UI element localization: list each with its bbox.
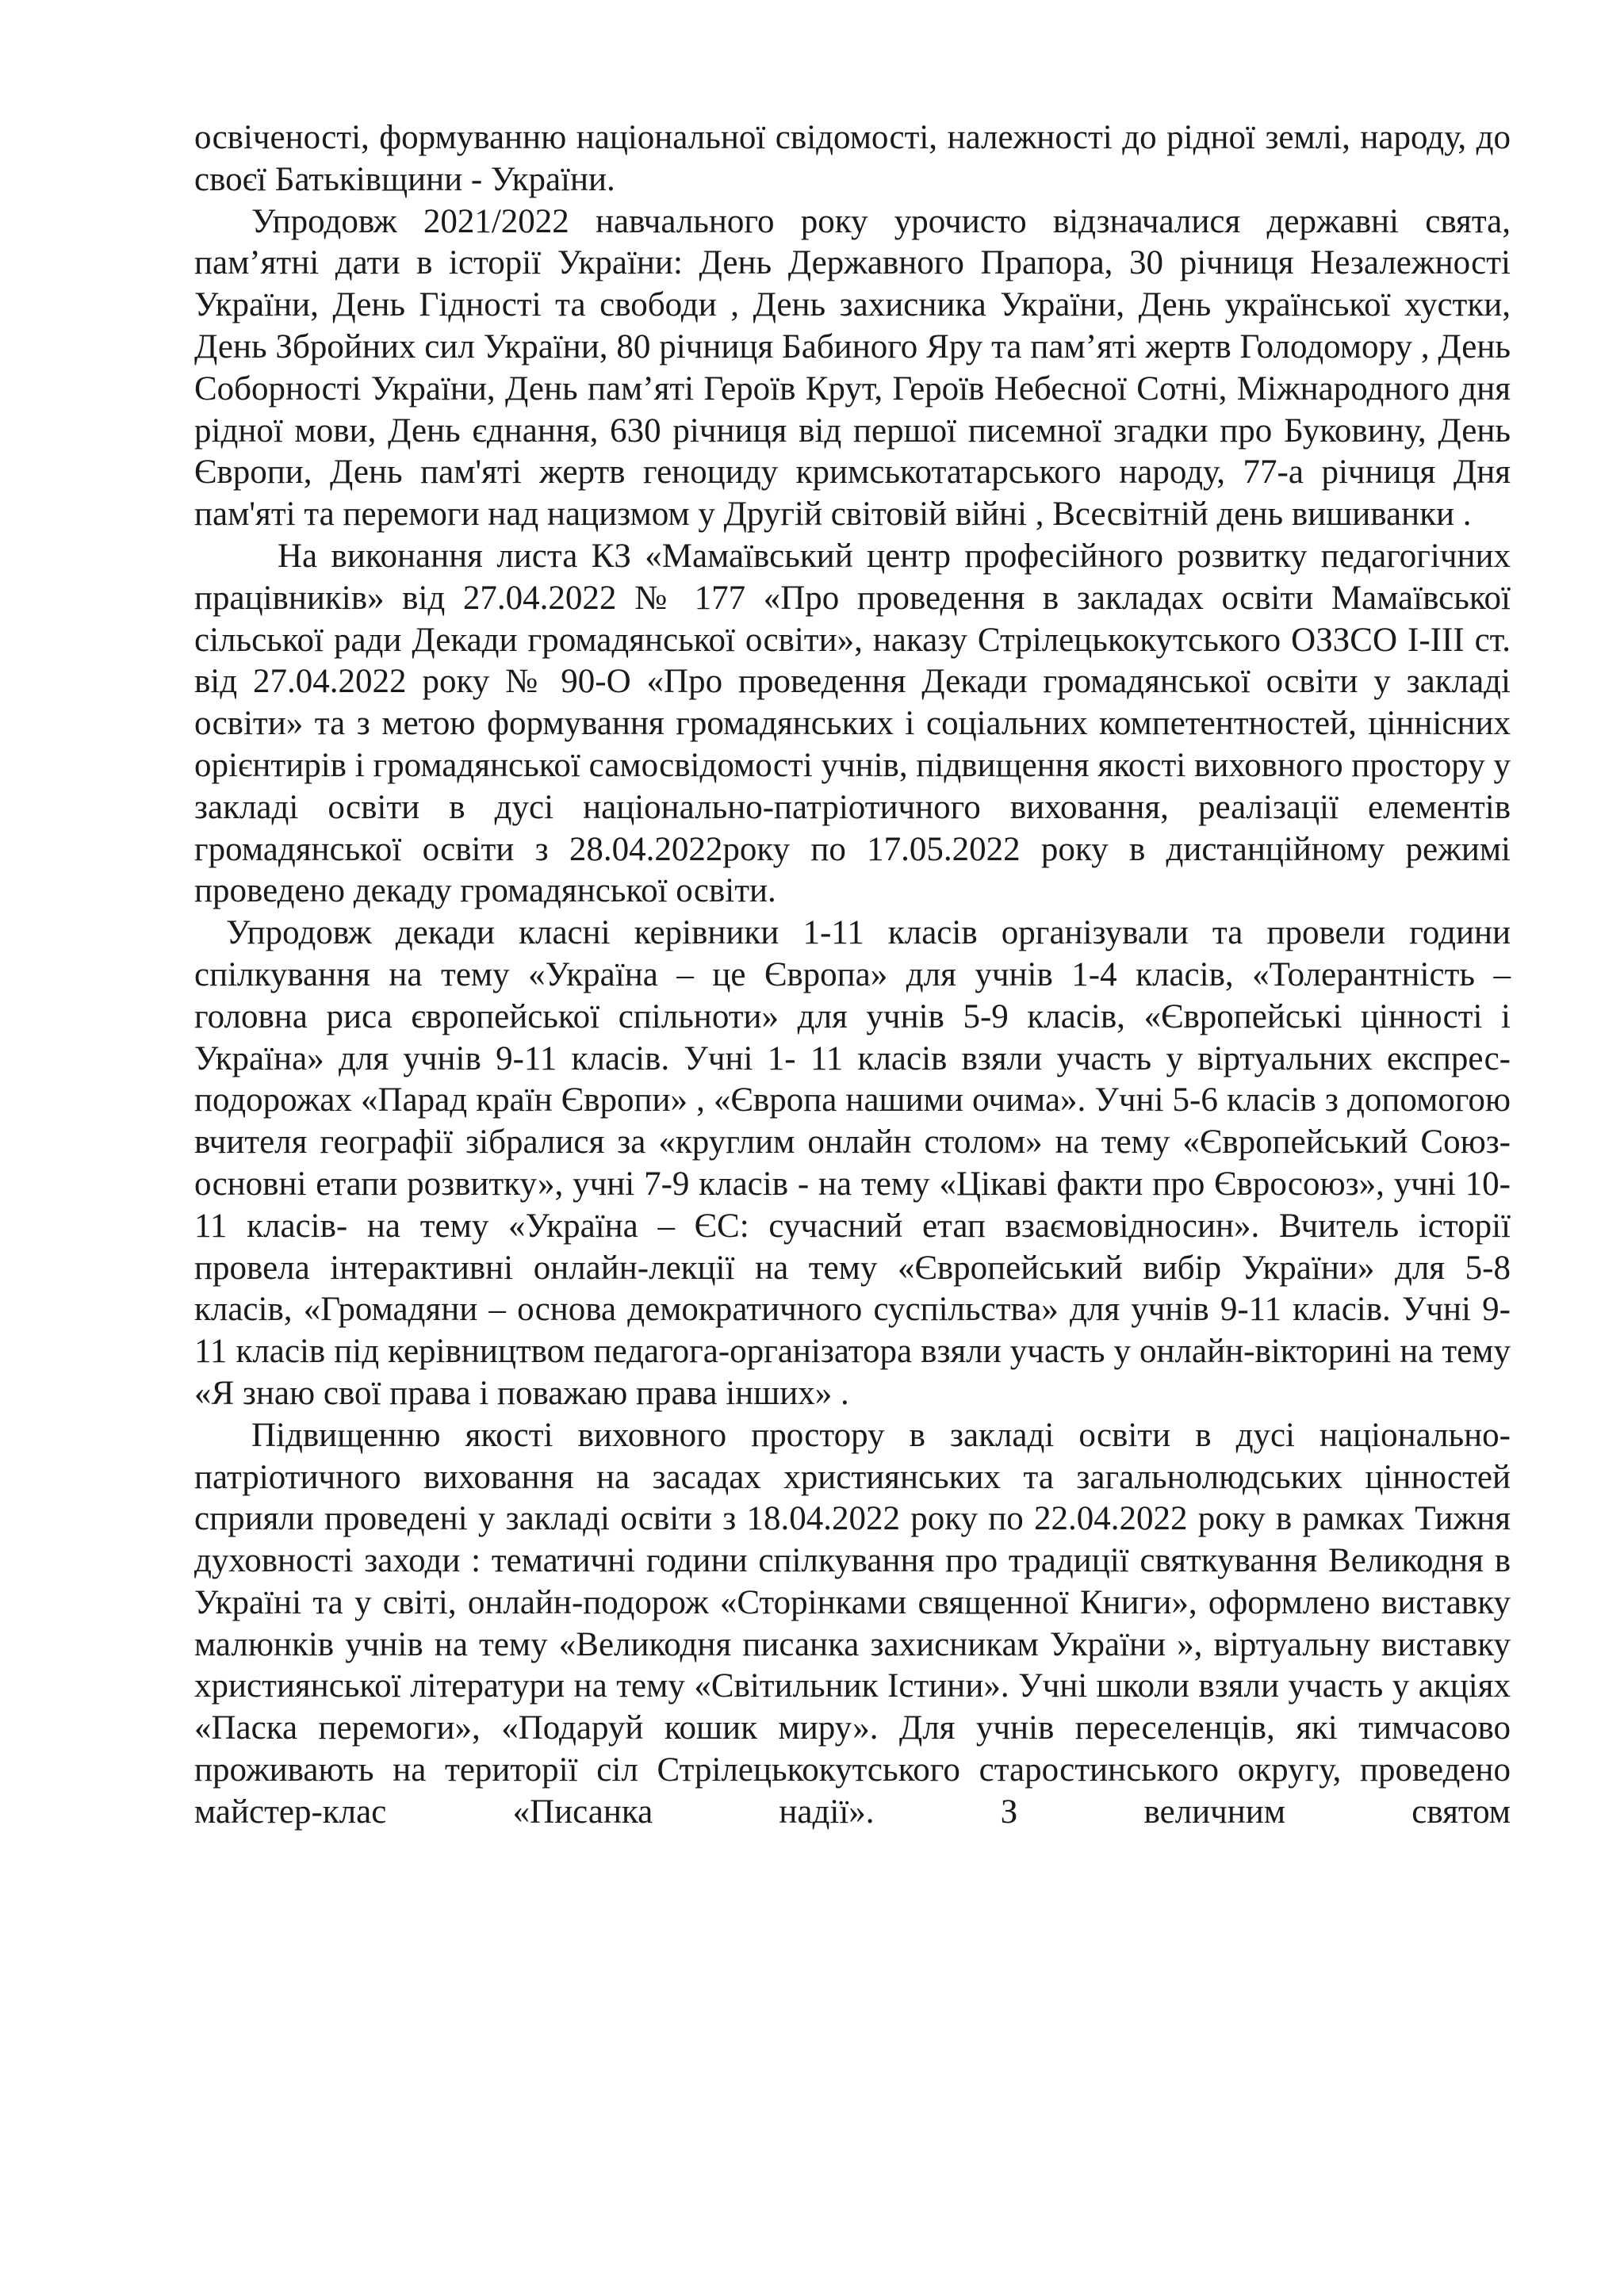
paragraph-spirituality-week: Підвищенню якості виховного простору в закладі освіти в дусі національно-патріотичного виховання на засадах християнських та загальнолюдських цінностей сприяли проведені у закладі освіти з 18.04.2022 року по 22.04.2022 року в рамках Тижня духовності заходи : тематичні години спілкування про традиції святкування Великодня в Україні та у світі, онлайн-подорож «Сторінками священної Книги», оформлено виставку малюнків учнів на тему «Великодня писанка захисникам України », віртуальну виставку християнської літератури на тему «Світильник Істини». Учні школи взяли участь у акціях «Паска перемоги», «Подаруй кошик миру». Для учнів переселенців, які тимчасово проживають на території сіл Стрілецькокутського старостинського округу, проведено майстер-клас «Писанка надії». З величним святом — [194, 1416, 1511, 1831]
paragraph-class-activities: Упродовж декади класні керівники 1-11 класів організували та провели години спілкування на тему «Україна – це Європа» для учнів 1-4 класів, «Толерантність – головна риса європейської спільноти» для учнів 5-9 класів, «Європейські цінності і Україна» для учнів 9-11 класів. Учні 1- 11 класів взяли участь у віртуальних експрес-подорожах «Парад країн Європи» , «Європа нашими очима». Учні 5-6 класів з допомогою вчителя географії зібралися за «круглим онлайн столом» на тему «Європейський Союз-основні етапи розвитку», учні 7-9 класів - на тему «Цікаві факти про Євросоюз», учні 10-11 класів- на тему «Україна – ЄС: сучасний етап взаємовідносин». Вчитель історії провела інтерактивні онлайн-лекції на тему «Європейський вибір України» для 5-8 класів, «Громадяни – основа демократичного суспільства» для учнів 9-11 класів. Учні 9-11 класів під керівництвом педагога-організатора взяли участь у онлайн-вікторині на тему «Я знаю свої права і поважаю права інших» . — [194, 914, 1511, 1412]
paragraph-state-holidays: Упродовж 2021/2022 навчального року урочисто відзначалися державні свята, пам’ятні дати в історії України: День Державного Прапора, 30 річниця Незалежності України, День Гідності та свободи , День захисника України, День української хустки, День Збройних сил України, 80 річниця Бабиного Яру та пам’яті жертв Голодомору , День Соборності України, День пам’яті Героїв Крут, Героїв Небесної Сотні, Міжнародного дня рідної мови, День єднання, 630 річниця від першої писемної згадки про Буковину, День Європи, День пам'яті жертв геноциду кримськотатарського народу, 77-а річниця Дня пам'яті та перемоги над нацизмом у Другій світовій війні , Всесвітній день вишиванки . — [194, 202, 1511, 534]
document-body — [194, 117, 1511, 1834]
paragraph-continuation: освіченості, формуванню національної свідомості, належності до рідної землі, народу, до своєї Батьківщини - України. — [194, 119, 1511, 198]
paragraph-civic-education-decade: На виконання листа КЗ «Мамаївський центр професійного розвитку педагогічних працівників» від 27.04.2022 № 177 «Про проведення в закладах освіти Мамаївської сільської ради Декади громадянської освіти», наказу Стрілецькокутського ОЗЗСО І-ІІІ ст. від 27.04.2022 року № 90-О «Про проведення Декади громадянської освіти у закладі освіти» та з метою формування громадянських і соціальних компетентностей, ціннісних орієнтирів і громадянської самосвідомості учнів, підвищення якості виховного простору у закладі освіти в дусі національно-патріотичного виховання, реалізації елементів громадянської освіти з 28.04.2022року по 17.05.2022 року в дистанційному режимі проведено декаду громадянської освіти. — [194, 537, 1511, 910]
